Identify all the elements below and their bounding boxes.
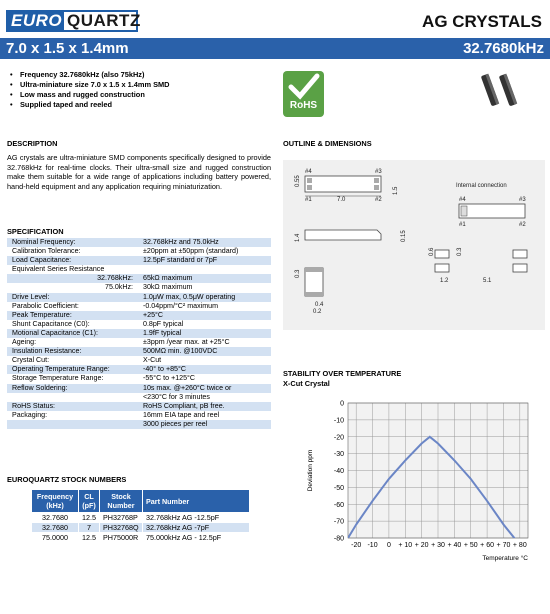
spec-row — [7, 238, 271, 247]
y-tick-label: -50 — [333, 484, 344, 492]
spec-value: ±3ppm /year max. at +25°C — [143, 338, 230, 347]
spec-key: Reflow Soldering: — [12, 383, 68, 392]
spec-value: 1.9fF typical — [143, 328, 182, 337]
spec-value: +25°C — [143, 310, 163, 319]
spec-key — [7, 393, 143, 402]
stock-cell: 32.768kHz AG -7pF — [143, 523, 249, 532]
outline-dim-top: 0.55 — [295, 175, 301, 187]
outline-dim-02: 0.2 — [313, 309, 322, 315]
pad-dim-51: 5.1 — [483, 278, 492, 284]
stock-cell: 7 — [79, 523, 99, 532]
spec-row — [7, 320, 271, 329]
internal-connection-label: Internal connection — [456, 183, 507, 189]
stock-col-stock-number: Stock Number — [100, 490, 142, 512]
x-tick-label: + 30 — [431, 542, 445, 549]
stock-cell: 12.5 — [82, 513, 96, 522]
feature-list — [8, 70, 268, 110]
spec-key: 32.768kHz: — [97, 274, 133, 283]
stock-heading: EUROQUARTZ STOCK NUMBERS — [7, 475, 127, 484]
spec-row — [7, 338, 271, 347]
x-tick-label: -10 — [367, 542, 378, 549]
logo-quartz: QUARTZ — [67, 11, 141, 30]
outline-pin2: #2 — [375, 197, 382, 203]
size-label: 7.0 x 1.5 x 1.4mm — [6, 40, 129, 57]
ic-pin1: #1 — [459, 222, 466, 228]
stock-cell: 75.000kHz AG - 12.5pF — [146, 533, 222, 542]
feature-item: • Low mass and rugged construction — [8, 90, 268, 100]
outline-diagram — [283, 160, 545, 330]
x-tick-label: + 40 — [447, 542, 462, 549]
spec-row — [7, 311, 271, 320]
spec-value: 10s max. @+260°C twice or — [143, 383, 232, 392]
specification-table — [7, 238, 271, 429]
spec-value: 12.5pF standard or 7pF — [143, 256, 218, 265]
description-text: AG crystals are ultra-miniature SMD components specifically designed to provide 32.768kHz for real-time clocks. Their ultra-small size and rugged construction make them suitable for a wide range of applications including battery powered, hand-held equipment and any application requiring miniaturization. — [7, 153, 271, 191]
rohs-badge — [283, 71, 324, 117]
pad-dim-03: 0.3 — [457, 247, 463, 256]
y-tick-label: -30 — [333, 451, 344, 459]
outline-pin1: #1 — [305, 197, 312, 203]
spec-row — [7, 256, 271, 265]
spec-value: 32.768kHz and 75.0kHz — [143, 238, 219, 246]
pad-dim-06: 0.6 — [429, 247, 435, 256]
table-row — [32, 523, 249, 532]
spec-key: Drive Level: — [12, 292, 50, 301]
x-tick-label: + 80 — [512, 542, 527, 549]
spec-value: 16mm EIA tape and reel — [143, 410, 220, 419]
feature-item: • Ultra-miniature size 7.0 x 1.5 x 1.4mm SMD — [8, 80, 268, 90]
stock-table — [31, 489, 250, 543]
y-tick-label: -60 — [333, 501, 344, 509]
spec-row — [7, 420, 271, 429]
spec-key: Parabolic Coefficient: — [12, 301, 79, 310]
x-tick-label: + 70 — [496, 542, 511, 549]
spec-key: RoHS Status: — [12, 401, 55, 410]
outline-dim-04: 0.4 — [315, 302, 324, 308]
x-tick-label: -20 — [351, 542, 362, 549]
spec-row — [7, 384, 271, 393]
specification-heading: SPECIFICATION — [7, 227, 64, 236]
stock-cell: 12.5 — [82, 533, 96, 542]
outline-dim-length: 7.0 — [337, 197, 346, 203]
outline-pin4: #4 — [305, 169, 312, 175]
spec-key: Equivalent Series Resistance — [12, 265, 105, 274]
euroquartz-logo — [6, 10, 141, 32]
stability-chart — [300, 395, 540, 570]
spec-row — [7, 329, 271, 338]
stability-subheading: X-Cut Crystal — [283, 379, 330, 388]
table-row — [32, 513, 249, 522]
spec-value: ±20ppm at ±50ppm (standard) — [143, 247, 239, 256]
outline-dim-015: 0.15 — [401, 230, 407, 242]
spec-value: 1.0μW max, 0.5μW operating — [143, 292, 236, 301]
spec-row — [7, 347, 271, 356]
x-tick-label: + 50 — [463, 542, 478, 549]
x-axis-label: Temperature °C — [482, 555, 528, 562]
checkmark-icon — [283, 71, 324, 101]
spec-value: RoHS Compliant, pB free. — [143, 401, 225, 410]
spec-row — [7, 402, 271, 411]
spec-key: Load Capacitance: — [12, 256, 72, 265]
spec-key: 75.0kHz: — [105, 283, 133, 292]
y-tick-label: -40 — [333, 468, 344, 475]
outline-dim-side: 1.4 — [295, 233, 301, 242]
spec-value: 30kΩ maximum — [143, 283, 193, 292]
outline-dim-03: 0.3 — [295, 269, 301, 278]
spec-key: Operating Temperature Range: — [12, 365, 110, 374]
spec-key: Crystal Cut: — [12, 356, 50, 365]
spec-row — [7, 274, 271, 283]
spec-value: X-Cut — [143, 356, 162, 365]
y-axis-label: Deviation ppm — [307, 449, 314, 492]
spec-row — [7, 393, 271, 402]
ic-pin4: #4 — [459, 197, 466, 203]
spec-value: <230°C for 3 minutes — [143, 392, 210, 401]
y-tick-label: -80 — [333, 535, 344, 543]
product-title: AG CRYSTALS — [422, 12, 542, 31]
ic-pin3: #3 — [519, 197, 526, 203]
spec-value: -0.04ppm/°C² maximum — [143, 301, 218, 310]
spec-key: Storage Temperature Range: — [12, 374, 104, 383]
y-tick-label: 0 — [340, 400, 344, 408]
stock-cell: PH75000R — [103, 533, 139, 542]
spec-key: Packaging: — [12, 410, 48, 419]
stock-cell: 75.0000 — [42, 533, 68, 542]
spec-value: 3000 pieces per reel — [143, 419, 208, 428]
spec-key: Shunt Capacitance (C0): — [12, 319, 90, 328]
spec-row — [7, 265, 271, 274]
spec-key — [7, 420, 143, 429]
spec-row — [7, 283, 271, 292]
spec-value: -55°C to +125°C — [143, 374, 196, 383]
stock-cell: 32.768kHz AG -12.5pF — [146, 513, 220, 522]
spec-row — [7, 374, 271, 383]
feature-item: • Frequency 32.7680kHz (also 75kHz) — [8, 70, 268, 80]
feature-item: • Supplied taped and reeled — [8, 100, 268, 110]
spec-key: Calibration Tolerance: — [12, 247, 81, 256]
spec-value: 500MΩ min. @100VDC — [143, 347, 218, 356]
outline-pin3: #3 — [375, 169, 382, 175]
spec-row — [7, 293, 271, 302]
ic-pin2: #2 — [519, 222, 526, 228]
y-tick-label: -70 — [333, 518, 344, 526]
spec-key: Peak Temperature: — [12, 310, 72, 319]
spec-row — [7, 247, 271, 256]
frequency-label: 32.7680kHz — [463, 40, 544, 57]
pad-dim-12: 1.2 — [440, 278, 449, 284]
rohs-label: RoHS — [289, 100, 318, 111]
x-tick-label: + 20 — [414, 542, 429, 549]
stock-col-part-number: Part Number — [143, 490, 249, 512]
spec-key: Ageing: — [12, 338, 37, 347]
spec-value: 0.8pF typical — [143, 319, 184, 328]
stability-heading: STABILITY OVER TEMPERATURE — [283, 369, 402, 378]
logo-euro: EURO — [8, 12, 64, 30]
spec-row — [7, 411, 271, 420]
x-tick-label: + 60 — [480, 542, 495, 549]
stock-col-cl: CL (pF) — [79, 490, 99, 512]
outline-heading: OUTLINE & DIMENSIONS — [283, 139, 372, 148]
y-tick-label: -20 — [333, 434, 344, 442]
spec-row — [7, 365, 271, 374]
stock-cell: PH32768P — [103, 513, 138, 522]
spec-value: 65kΩ maximum — [143, 274, 193, 283]
stock-cell: 32.7680 — [42, 513, 68, 522]
x-tick-label: + 10 — [398, 542, 413, 549]
spec-key: Motional Capacitance (C1): — [12, 328, 98, 337]
spec-row — [7, 356, 271, 365]
spec-value — [143, 265, 271, 274]
table-row — [32, 533, 249, 542]
x-tick-label: 0 — [386, 542, 391, 549]
stock-col-frequency: Frequency (kHz) — [32, 490, 78, 512]
stock-cell: 32.7680 — [32, 523, 78, 532]
y-tick-label: -10 — [333, 417, 344, 425]
title-bar — [0, 38, 550, 59]
spec-value: -40° to +85°C — [143, 365, 186, 374]
crystal-product-image — [478, 70, 522, 112]
spec-key: Nominal Frequency: — [12, 238, 76, 246]
spec-row — [7, 302, 271, 311]
stock-cell: PH32768Q — [100, 523, 142, 532]
outline-dim-height: 1.5 — [393, 186, 399, 195]
spec-key: Insulation Resistance: — [12, 347, 82, 356]
description-heading: DESCRIPTION — [7, 139, 58, 148]
